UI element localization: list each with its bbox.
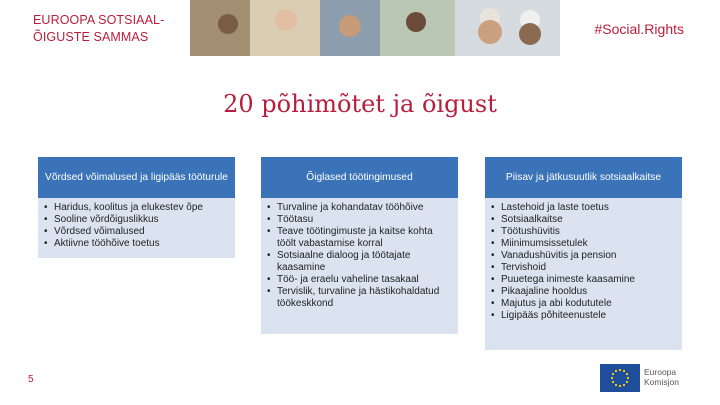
list-item: • Teave töötingimuste ja kaitse kohta töölt vabastamise korral: [267, 226, 452, 250]
column-social-protection: [485, 157, 682, 350]
list-item: • Tervishoid: [491, 262, 676, 274]
list-item: • Töötasu: [267, 214, 452, 226]
page-number: 5: [28, 374, 34, 385]
list-item: • Miinimumsissetulek: [491, 238, 676, 250]
list-item: • Töötushüvitis: [491, 226, 676, 238]
list-item: • Lastehoid ja laste toetus: [491, 202, 676, 214]
logo-text: [644, 367, 679, 387]
column-fair-working-conditions: [261, 157, 458, 334]
list-item: • Sotsiaalkaitse: [491, 214, 676, 226]
eu-flag-icon: [600, 364, 640, 392]
list-item: • Tervislik, turvaline ja hästikohaldatud töökeskkond: [267, 286, 452, 310]
list-item: • Võrdsed võimalused: [44, 226, 229, 238]
column-heading: Õiglased töötingimused: [261, 157, 458, 198]
column-body: [38, 198, 235, 258]
list-item: • Sotsiaalne dialoog ja töötajate kaasamine: [267, 250, 452, 274]
list-item: • Turvaline ja kohandatav tööhõive: [267, 202, 452, 214]
list-item: • Pikaajaline hooldus: [491, 286, 676, 298]
list-item: • Sooline võrdõiguslikkus: [44, 214, 229, 226]
list-item: • Puuetega inimeste kaasamine: [491, 274, 676, 286]
european-commission-logo: [600, 364, 690, 392]
column-heading: Piisav ja jätkusuutlik sotsiaalkaitse: [485, 157, 682, 198]
logo-line-1: Euroopa: [644, 367, 677, 377]
header-photo-banner: [190, 0, 560, 56]
list-item: • Ligipääs põhiteenustele: [491, 310, 676, 322]
column-body: [261, 198, 458, 334]
list-item: • Majutus ja abi kodututele: [491, 298, 676, 310]
column-heading: Võrdsed võimalused ja ligipääs tööturule: [38, 157, 235, 198]
header-title: EUROOPA SOTSIAAL-ÕIGUSTE SAMMAS: [33, 13, 165, 44]
list-item: • Töö- ja eraelu vaheline tasakaal: [267, 274, 452, 286]
logo-line-2: Komisjon: [644, 377, 679, 387]
list-item: • Aktiivne tööhõive toetus: [44, 238, 229, 250]
column-equal-opportunities: [38, 157, 235, 258]
page-title: 20 põhimõtet ja õigust: [223, 90, 497, 118]
list-item: • Haridus, koolitus ja elukestev õpe: [44, 202, 229, 214]
column-body: [485, 198, 682, 350]
list-item: • Vanadushüvitis ja pension: [491, 250, 676, 262]
hashtag-label: #Social.Rights: [594, 21, 684, 37]
